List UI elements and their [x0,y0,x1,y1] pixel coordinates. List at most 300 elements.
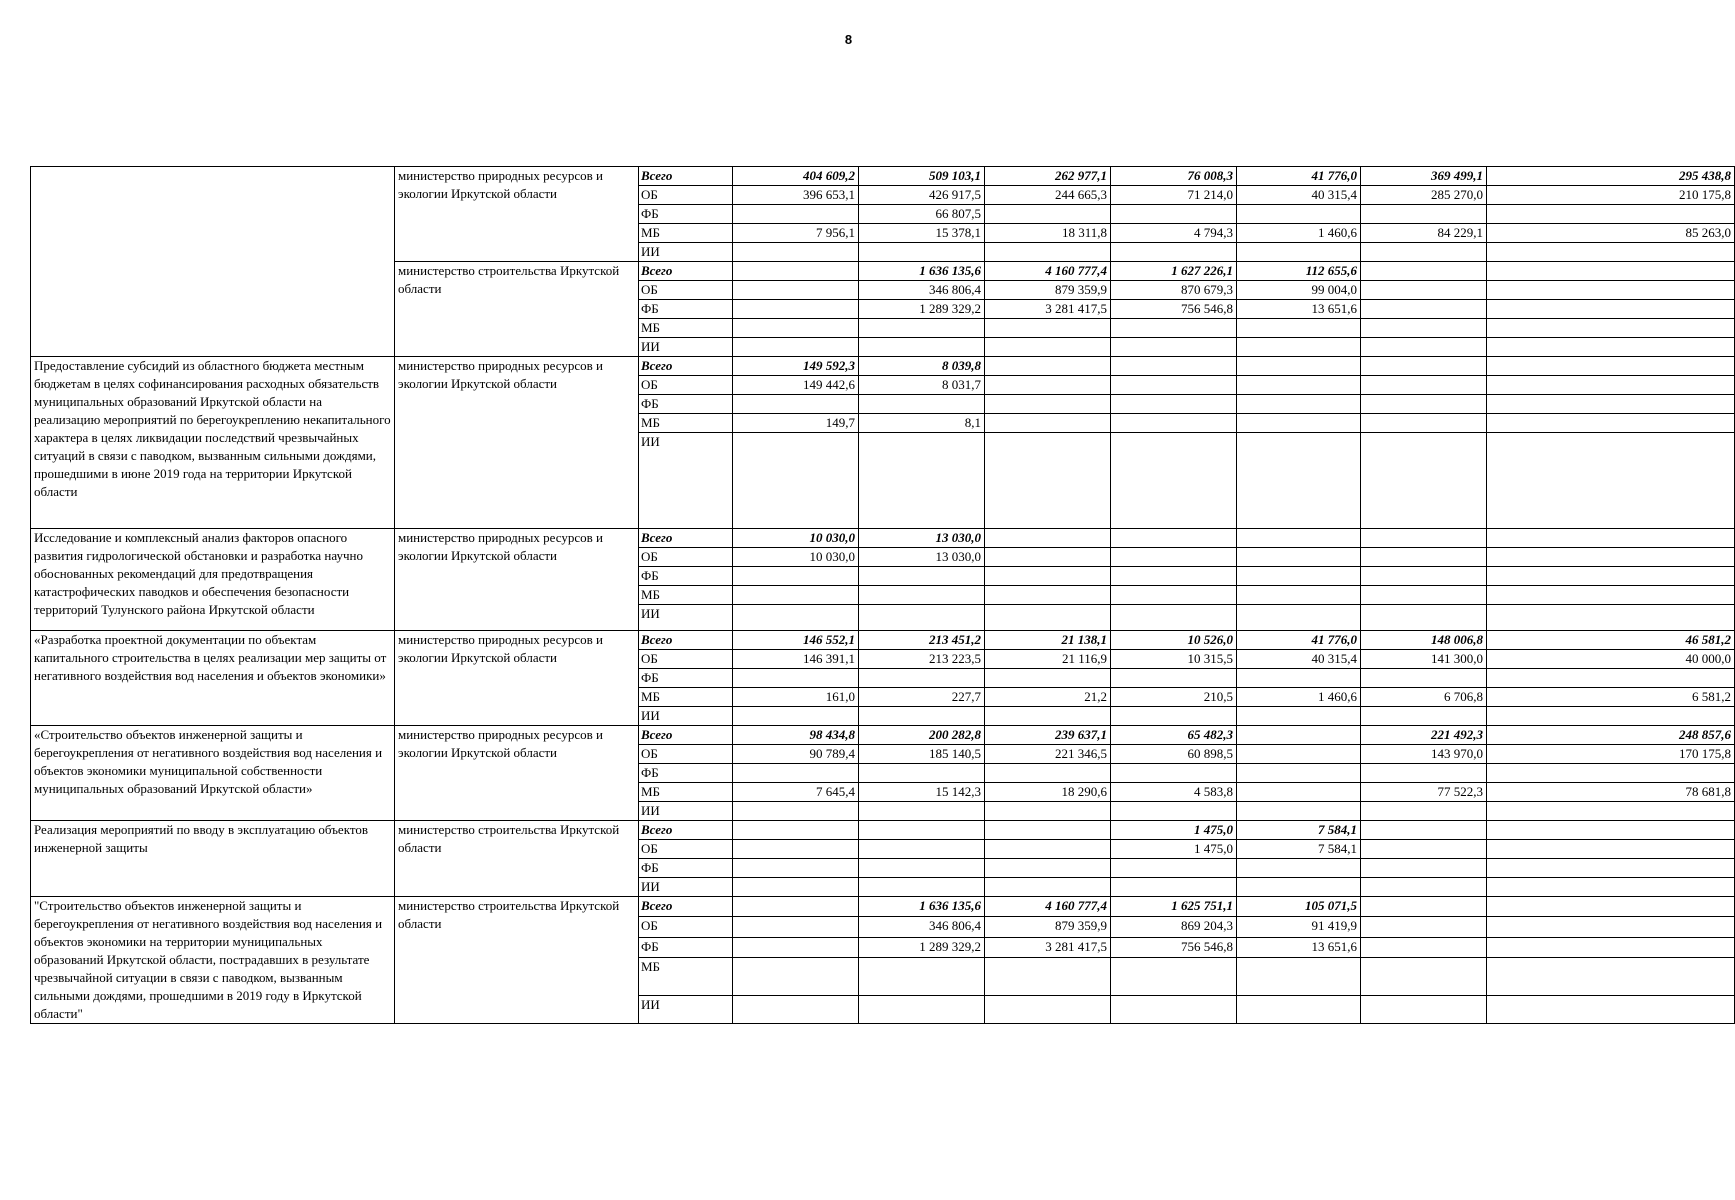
amount-cell: 200 282,8 [859,726,985,745]
amount-cell: 185 140,5 [859,745,985,764]
amount-cell [1487,996,1735,1024]
amount-cell: 7 956,1 [733,224,859,243]
funding-table [30,166,1735,1024]
amount-cell: 1 625 751,1 [1111,897,1237,917]
amount-cell [985,840,1111,859]
amount-cell: 1 475,0 [1111,840,1237,859]
amount-cell [1487,262,1735,281]
amount-cell: 8,1 [859,414,985,433]
amount-cell [1237,414,1361,433]
amount-cell: 221 346,5 [985,745,1111,764]
amount-cell [1111,205,1237,224]
amount-cell: 143 970,0 [1361,745,1487,764]
amount-cell [985,376,1111,395]
amount-cell [1487,319,1735,338]
amount-cell [1237,433,1361,529]
amount-cell [733,338,859,357]
table-row [31,631,1735,650]
amount-cell [1237,376,1361,395]
amount-cell [733,669,859,688]
amount-cell [1487,529,1735,548]
funding-source: ИИ [639,878,733,897]
amount-cell: 112 655,6 [1237,262,1361,281]
amount-cell [1111,707,1237,726]
amount-cell: 10 030,0 [733,548,859,567]
amount-cell [1237,548,1361,567]
amount-cell [1361,338,1487,357]
funding-source: ФБ [639,300,733,319]
amount-cell [985,859,1111,878]
funding-source: ИИ [639,243,733,262]
amount-cell: 295 438,8 [1487,167,1735,186]
amount-cell: 40 315,4 [1237,650,1361,669]
funding-source: ОБ [639,281,733,300]
amount-cell: 46 581,2 [1487,631,1735,650]
funding-source: МБ [639,688,733,707]
amount-cell [1487,376,1735,395]
amount-cell [1487,669,1735,688]
amount-cell: 3 281 417,5 [985,300,1111,319]
table-row [31,897,1735,917]
funding-source: МБ [639,783,733,802]
amount-cell: 221 492,3 [1361,726,1487,745]
amount-cell [733,764,859,783]
amount-cell [1361,376,1487,395]
amount-cell: 4 160 777,4 [985,897,1111,917]
amount-cell [1237,395,1361,414]
amount-cell [985,567,1111,586]
measure-description: «Разработка проектной документации по объектам капитального строительства в целях реализации мер защиты от негативного воздействия вод населения и объектов экономики» [31,631,395,726]
amount-cell [1361,205,1487,224]
amount-cell [985,338,1111,357]
amount-cell [1361,937,1487,957]
amount-cell: 870 679,3 [1111,281,1237,300]
amount-cell [985,996,1111,1024]
amount-cell [733,840,859,859]
amount-cell: 4 583,8 [1111,783,1237,802]
amount-cell [859,319,985,338]
amount-cell [1361,917,1487,937]
amount-cell [985,821,1111,840]
amount-cell [1111,243,1237,262]
amount-cell: 170 175,8 [1487,745,1735,764]
measure-description: Исследование и комплексный анализ факторов опасного развития гидрологической обстановки и разработка научно обоснованных рекомендаций для предотвращения катастрофических паводков и обеспечения безопасности территорий Тулунского района Иркутской области [31,529,395,631]
amount-cell: 77 522,3 [1361,783,1487,802]
amount-cell [733,917,859,937]
responsible-ministry: министерство природных ресурсов и экологии Иркутской области [395,167,639,262]
amount-cell [1237,319,1361,338]
funding-source: Всего [639,897,733,917]
responsible-ministry: министерство строительства Иркутской области [395,821,639,897]
responsible-ministry: министерство природных ресурсов и экологии Иркутской области [395,529,639,631]
funding-source: МБ [639,957,733,995]
amount-cell [1111,859,1237,878]
amount-cell [733,937,859,957]
amount-cell [1487,859,1735,878]
amount-cell [733,262,859,281]
amount-cell: 13 651,6 [1237,300,1361,319]
amount-cell [859,764,985,783]
amount-cell [733,395,859,414]
amount-cell [1487,840,1735,859]
amount-cell: 146 391,1 [733,650,859,669]
amount-cell [1237,357,1361,376]
amount-cell: 869 204,3 [1111,917,1237,937]
amount-cell [733,567,859,586]
amount-cell: 239 637,1 [985,726,1111,745]
amount-cell: 248 857,6 [1487,726,1735,745]
funding-source: ИИ [639,802,733,821]
amount-cell [985,586,1111,605]
amount-cell: 78 681,8 [1487,783,1735,802]
funding-source: ИИ [639,338,733,357]
funding-source: ОБ [639,745,733,764]
funding-source: ОБ [639,548,733,567]
funding-source: ФБ [639,937,733,957]
amount-cell [1361,957,1487,995]
amount-cell [859,567,985,586]
amount-cell [985,605,1111,631]
funding-source: Всего [639,167,733,186]
amount-cell: 98 434,8 [733,726,859,745]
amount-cell [1487,878,1735,897]
amount-cell: 85 263,0 [1487,224,1735,243]
amount-cell [1237,745,1361,764]
amount-cell [985,357,1111,376]
responsible-ministry: министерство природных ресурсов и экологии Иркутской области [395,631,639,726]
amount-cell: 1 289 329,2 [859,937,985,957]
responsible-ministry: министерство природных ресурсов и экологии Иркутской области [395,726,639,821]
amount-cell: 369 499,1 [1361,167,1487,186]
amount-cell [733,821,859,840]
amount-cell: 76 008,3 [1111,167,1237,186]
amount-cell [1237,205,1361,224]
amount-cell: 7 645,4 [733,783,859,802]
amount-cell: 4 160 777,4 [985,262,1111,281]
funding-source: ФБ [639,567,733,586]
amount-cell [1487,897,1735,917]
amount-cell: 509 103,1 [859,167,985,186]
amount-cell: 1 627 226,1 [1111,262,1237,281]
amount-cell [1111,878,1237,897]
amount-cell [733,586,859,605]
amount-cell [985,548,1111,567]
amount-cell [1237,802,1361,821]
amount-cell [859,821,985,840]
amount-cell [1487,357,1735,376]
funding-source: ОБ [639,376,733,395]
table-row [31,357,1735,376]
responsible-ministry: министерство строительства Иркутской области [395,897,639,1024]
amount-cell [1487,243,1735,262]
amount-cell [1487,764,1735,783]
amount-cell [1361,567,1487,586]
amount-cell [1361,859,1487,878]
amount-cell [1237,707,1361,726]
funding-source: МБ [639,586,733,605]
amount-cell [985,669,1111,688]
amount-cell [1361,414,1487,433]
funding-source: ИИ [639,996,733,1024]
measure-description [31,167,395,357]
amount-cell: 148 006,8 [1361,631,1487,650]
funding-source: ИИ [639,605,733,631]
amount-cell [1237,338,1361,357]
amount-cell: 213 223,5 [859,650,985,669]
funding-source: ФБ [639,395,733,414]
amount-cell [1237,726,1361,745]
amount-cell: 84 229,1 [1361,224,1487,243]
amount-cell [1111,319,1237,338]
amount-cell: 285 270,0 [1361,186,1487,205]
funding-source: МБ [639,224,733,243]
funding-source: МБ [639,414,733,433]
amount-cell: 41 776,0 [1237,167,1361,186]
amount-cell [1111,764,1237,783]
amount-cell [733,996,859,1024]
amount-cell [859,957,985,995]
amount-cell [1111,548,1237,567]
amount-cell: 105 071,5 [1237,897,1361,917]
amount-cell [985,433,1111,529]
amount-cell [1361,605,1487,631]
amount-cell: 161,0 [733,688,859,707]
amount-cell [859,996,985,1024]
funding-source: Всего [639,631,733,650]
amount-cell [1237,605,1361,631]
amount-cell [859,878,985,897]
amount-cell [733,433,859,529]
funding-source: ОБ [639,650,733,669]
amount-cell [1361,300,1487,319]
amount-cell [1237,243,1361,262]
measure-description: Предоставление субсидий из областного бюджета местным бюджетам в целях софинансирования расходных обязательств муниципальных образований Иркутской области на реализацию мероприятий по берегоукреплению некапитального характера в целях ликвидации последствий чрезвычайных ситуаций в связи с паводком, вызванным сильными дождями, прошедшими в июне 2019 года на территории Иркутской области [31,357,395,529]
amount-cell: 756 546,8 [1111,300,1237,319]
amount-cell: 99 004,0 [1237,281,1361,300]
amount-cell: 1 460,6 [1237,688,1361,707]
amount-cell [733,802,859,821]
amount-cell [859,802,985,821]
amount-cell [1361,395,1487,414]
amount-cell [1237,878,1361,897]
table-row [31,167,1735,186]
amount-cell [733,605,859,631]
amount-cell: 149 592,3 [733,357,859,376]
funding-source: ИИ [639,433,733,529]
amount-cell [859,707,985,726]
amount-cell [859,395,985,414]
amount-cell: 346 806,4 [859,281,985,300]
amount-cell: 210,5 [1111,688,1237,707]
amount-cell [1111,433,1237,529]
amount-cell [1237,957,1361,995]
funding-source: ОБ [639,917,733,937]
amount-cell [1361,262,1487,281]
amount-cell: 71 214,0 [1111,186,1237,205]
amount-cell [1487,395,1735,414]
amount-cell [1361,802,1487,821]
amount-cell [1111,957,1237,995]
amount-cell [1487,586,1735,605]
amount-cell: 60 898,5 [1111,745,1237,764]
amount-cell [985,205,1111,224]
amount-cell: 15 142,3 [859,783,985,802]
amount-cell: 13 030,0 [859,529,985,548]
measure-description: "Строительство объектов инженерной защиты и берегоукрепления от негативного воздействия вод населения и объектов экономики на территории муниципальных образований Иркутской области, пострадавших в результате чрезвычайной ситуации в связи с паводком, вызванным сильными дождями, прошедшими в 2019 году в Иркутской области" [31,897,395,1024]
amount-cell: 1 636 135,6 [859,262,985,281]
funding-source: ОБ [639,186,733,205]
amount-cell [1487,802,1735,821]
amount-cell [1487,821,1735,840]
amount-cell [1237,567,1361,586]
amount-cell: 346 806,4 [859,917,985,937]
amount-cell [1361,821,1487,840]
amount-cell: 8 031,7 [859,376,985,395]
amount-cell: 396 653,1 [733,186,859,205]
amount-cell: 21 138,1 [985,631,1111,650]
amount-cell [859,338,985,357]
amount-cell [1111,802,1237,821]
funding-source: Всего [639,821,733,840]
amount-cell [985,395,1111,414]
amount-cell: 21,2 [985,688,1111,707]
amount-cell [733,957,859,995]
amount-cell: 8 039,8 [859,357,985,376]
measure-description: Реализация мероприятий по вводу в эксплуатацию объектов инженерной защиты [31,821,395,897]
amount-cell [1237,764,1361,783]
amount-cell: 66 807,5 [859,205,985,224]
amount-cell: 13 651,6 [1237,937,1361,957]
amount-cell [1237,529,1361,548]
amount-cell [1111,414,1237,433]
amount-cell: 146 552,1 [733,631,859,650]
amount-cell [1361,878,1487,897]
amount-cell [1487,548,1735,567]
amount-cell [985,878,1111,897]
amount-cell: 1 636 135,6 [859,897,985,917]
responsible-ministry: министерство строительства Иркутской области [395,262,639,357]
table-row [31,821,1735,840]
funding-source: Всего [639,726,733,745]
amount-cell: 149,7 [733,414,859,433]
amount-cell [985,764,1111,783]
amount-cell [1487,937,1735,957]
amount-cell [859,243,985,262]
amount-cell: 7 584,1 [1237,840,1361,859]
amount-cell [1361,707,1487,726]
table-row [31,726,1735,745]
amount-cell: 244 665,3 [985,186,1111,205]
amount-cell [1237,783,1361,802]
amount-cell [859,840,985,859]
amount-cell: 7 584,1 [1237,821,1361,840]
amount-cell [1237,859,1361,878]
amount-cell: 10 030,0 [733,529,859,548]
amount-cell [1361,764,1487,783]
amount-cell [859,586,985,605]
measure-description: «Строительство объектов инженерной защиты и берегоукрепления от негативного воздействия вод населения и объектов экономики муниципальной собственности муниципальных образований Иркутской области» [31,726,395,821]
amount-cell: 1 475,0 [1111,821,1237,840]
amount-cell: 40 000,0 [1487,650,1735,669]
amount-cell: 262 977,1 [985,167,1111,186]
funding-source: ФБ [639,205,733,224]
amount-cell [985,414,1111,433]
amount-cell [1361,529,1487,548]
amount-cell [1237,586,1361,605]
amount-cell: 404 609,2 [733,167,859,186]
amount-cell [985,707,1111,726]
amount-cell [1361,548,1487,567]
amount-cell: 1 460,6 [1237,224,1361,243]
amount-cell [1361,433,1487,529]
amount-cell [985,529,1111,548]
amount-cell [1361,319,1487,338]
funding-source: Всего [639,357,733,376]
amount-cell: 6 581,2 [1487,688,1735,707]
amount-cell: 3 281 417,5 [985,937,1111,957]
amount-cell [1487,605,1735,631]
amount-cell [1111,996,1237,1024]
amount-cell: 40 315,4 [1237,186,1361,205]
amount-cell: 21 116,9 [985,650,1111,669]
responsible-ministry: министерство природных ресурсов и экологии Иркутской области [395,357,639,529]
amount-cell: 756 546,8 [1111,937,1237,957]
funding-source: МБ [639,319,733,338]
amount-cell [1361,586,1487,605]
amount-cell [1487,917,1735,937]
amount-cell: 10 315,5 [1111,650,1237,669]
amount-cell [1111,338,1237,357]
funding-source: ФБ [639,764,733,783]
funding-source: Всего [639,529,733,548]
amount-cell [733,243,859,262]
amount-cell [733,319,859,338]
amount-cell: 6 706,8 [1361,688,1487,707]
amount-cell [733,859,859,878]
amount-cell: 18 311,8 [985,224,1111,243]
amount-cell [1237,996,1361,1024]
amount-cell [1111,605,1237,631]
amount-cell [1361,897,1487,917]
table-row [31,529,1735,548]
amount-cell [1361,669,1487,688]
amount-cell [1111,357,1237,376]
amount-cell [1111,529,1237,548]
amount-cell [733,878,859,897]
funding-source: ФБ [639,669,733,688]
amount-cell [1111,669,1237,688]
amount-cell [1487,300,1735,319]
amount-cell: 210 175,8 [1487,186,1735,205]
amount-cell: 13 030,0 [859,548,985,567]
amount-cell [985,802,1111,821]
amount-cell: 4 794,3 [1111,224,1237,243]
amount-cell [859,605,985,631]
amount-cell [1361,281,1487,300]
amount-cell [859,859,985,878]
amount-cell [1361,996,1487,1024]
amount-cell: 426 917,5 [859,186,985,205]
amount-cell [1487,957,1735,995]
amount-cell [1487,205,1735,224]
amount-cell: 90 789,4 [733,745,859,764]
amount-cell: 91 419,9 [1237,917,1361,937]
amount-cell: 65 482,3 [1111,726,1237,745]
amount-cell: 149 442,6 [733,376,859,395]
amount-cell: 879 359,9 [985,281,1111,300]
amount-cell [733,281,859,300]
amount-cell [1487,281,1735,300]
